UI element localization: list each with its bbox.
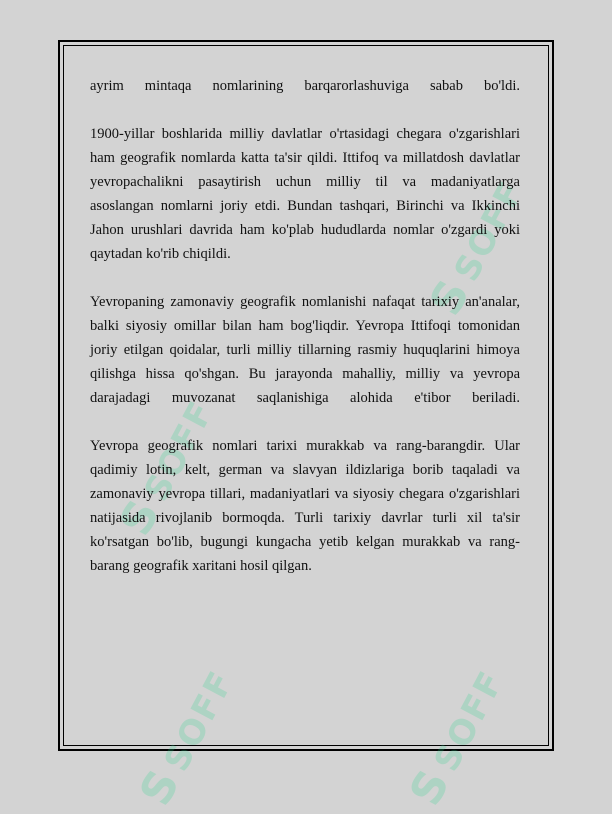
watermark-text: SOFF [446, 173, 533, 288]
body-text [90, 74, 520, 602]
paragraph: Yevropa geografik nomlari tarixi murakkab va rang-barangdir. Ular qadimiy lotin, kelt, german va slavyan ildizlariga borib taqaladi va zamonaviy yevropa tillari, madaniyatlari va siyosiy chegara o'zgarishlari natijasida rivojlanib bormoqda. Turli tarixiy davrlar turli xil ta'sir ko'rsatgan bo'lib, bugungi kungacha yetib kelgan murakkab va rang-barang geografik xaritani hosil qilgan. [90, 438, 520, 574]
watermark-text: SOFF [156, 663, 243, 778]
watermark-mark-icon: S [110, 490, 171, 544]
watermark-mark-icon: S [420, 270, 481, 324]
paragraph: ayrim mintaqa nomlarining barqarorlashuviga sabab bo'ldi. [90, 78, 520, 94]
watermark-text: SOFF [136, 393, 223, 508]
paragraph: 1900-yillar boshlarida milliy davlatlar o'rtasidagi chegara o'zgarishlari ham geografik nomlarda katta ta'sir qildi. Ittifoq va millatdosh davlatlar yevropachalikni pasaytirish uchun milliy til va madaniyatlarga asoslangan nomlarni joriy etdi. Bundan tashqari, Birinchi va Ikkinchi Jahon urushlari davrida ham ko'plab hududlarda nomlar o'zgardi yoki qaytadan ko'rib chiqildi. [90, 126, 520, 262]
paragraph: Yevropaning zamonaviy geografik nomlanishi nafaqat tarixiy an'analar, balki siyosiy omillar bilan ham bog'liqdir. Yevropa Ittifoqi tomonidan joriy etilgan qoidalar, turli milliy tillarning rasmiy huquqlarini himoya qilishga hissa qo'shgan. Bu jarayonda mahalliy, milliy va yevropa darajadagi muvozanat saqlanishiga alohida e'tibor beriladi. [90, 294, 520, 406]
watermark-mark-icon: S [130, 760, 191, 814]
watermark-mark-icon: S [400, 760, 461, 814]
watermark-text: SOFF [426, 663, 513, 778]
